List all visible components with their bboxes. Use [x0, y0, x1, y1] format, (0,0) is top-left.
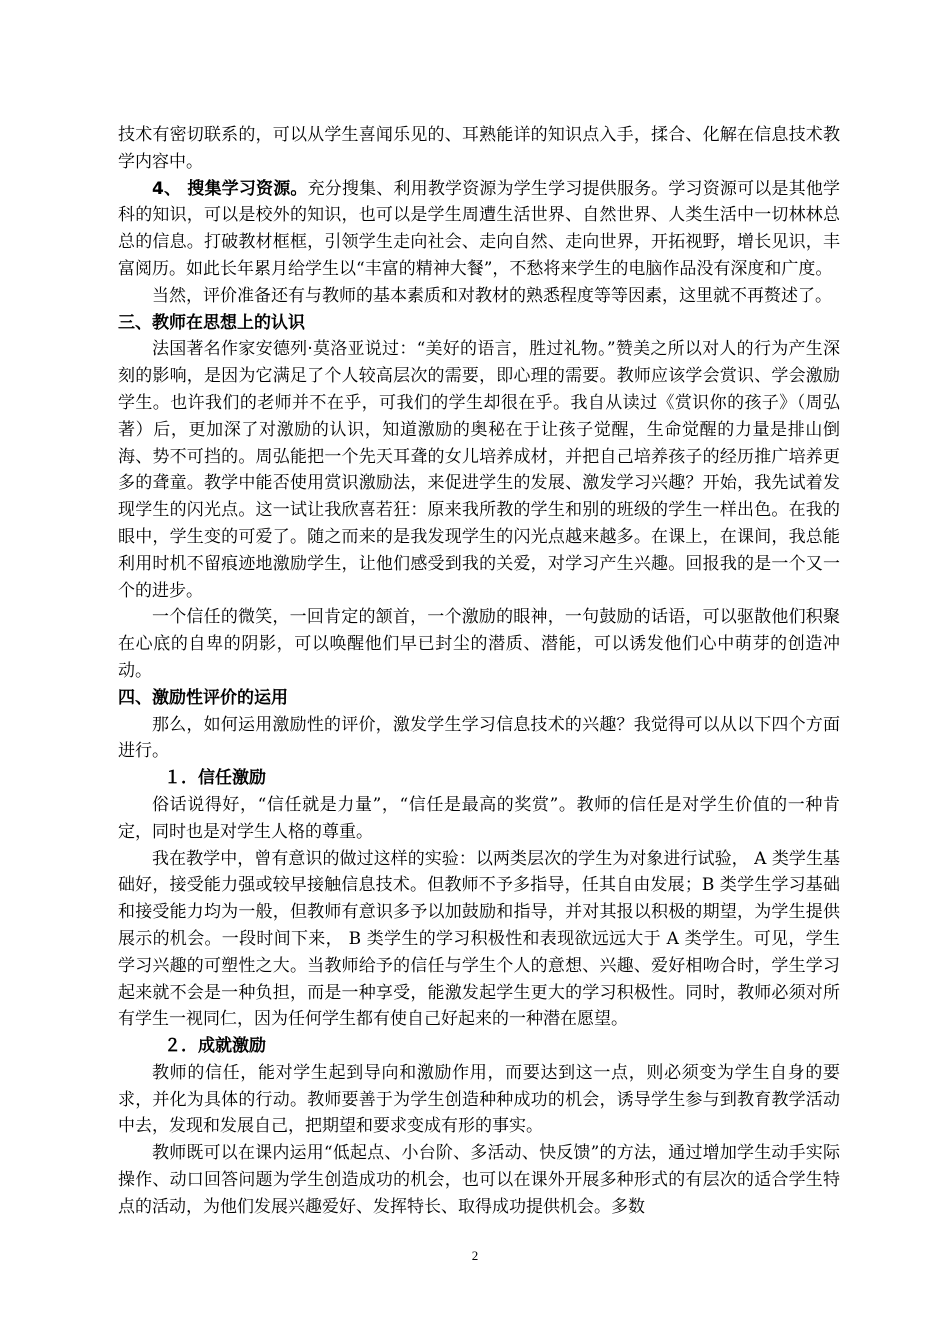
paragraph: 教师的信任，能对学生起到导向和激励作用，而要达到这一点，则必须变为学生自身的要求，并化为具体的行动。教师要善于为学生创造种种成功的机会，诱导学生参与到教育教学活动中去，发现和发展自己，把期望和要求变成有形的事实。: [118, 1062, 840, 1137]
paragraph: 教师既可以在课内运用“低起点、小台阶、多活动、快反馈”的方法，通过增加学生动手实际操作、动口回答问题为学生创造成功的机会，也可以在课外开展多种形式的有层次的适合学生特点的活动，为他们发展兴趣爱好、发挥特长、取得成功提供机会。多数: [118, 1143, 840, 1217]
paragraph: [118, 176, 840, 283]
paragraph: 俗话说得好，“信任就是力量”，“信任是最高的奖赏”。教师的信任是对学生价值的一种肯定，同时也是对学生人格的尊重。: [118, 794, 840, 842]
section-heading: 三、教师在思想上的认识: [118, 312, 305, 333]
paragraph: 当然，评价准备还有与教师的基本素质和对教材的熟悉程度等等因素，这里就不再赘述了。: [152, 285, 832, 306]
paragraph: 技术有密切联系的，可以从学生喜闻乐见的、耳熟能详的知识点入手，揉合、化解在信息技术教学内容中。: [118, 125, 840, 172]
page-number: 2: [471, 1248, 479, 1263]
paragraph-text: 充分搜集、利用教学资源为学生学习提供服务。学习资源可以是其他学科的知识，可以是校外的知识，也可以是学生周遭生活世界、自然世界、人类生活中一切林林总总的信息。打破教材框框，引领学生走向社会、走向自然、走向世界，开拓视野，增长见识，丰富阅历。如此长年累月给学生以“丰富的精神大餐”，不愁将来学生的电脑作品没有深度和广度。: [118, 178, 840, 279]
paragraph: 一个信任的微笑，一回肯定的颔首，一个激励的眼神，一句鼓励的话语，可以驱散他们积聚在心底的自卑的阴影，可以唤醒他们早已封尘的潜质、潜能，可以诱发他们心中萌芽的创造冲动。: [118, 607, 840, 681]
page-body: [118, 122, 840, 1221]
paragraph: 我在教学中，曾有意识的做过这样的实验：以两类层次的学生为对象进行试验， A 类学生基础好，接受能力强或较早接触信息技术。但教师不予多指导，任其自由发展；B 类学生学习基础和接受能力均为一般，但教师有意识多予以加鼓励和指导，并对其报以积极的期望，为学生提供展示的机会。一段时间下来， B 类学生的学习积极性和表现欲远远大于 A 类学生。可见，学生学习兴趣的可塑性之大。当教师给予的信任与学生个人的意想、兴趣、爱好相吻合时，学生学习起来就不会是一种负担，而是一种享受，能激发起学生更大的学习积极性。同时，教师必须对所有学生一视同仁，因为任何学生都有使自己好起来的一种潜在愿望。: [118, 848, 840, 1030]
subsection-heading: １．信任激励: [164, 768, 266, 789]
section-heading: 四、激励性评价的运用: [118, 687, 288, 708]
subsection-heading: ２．成就激励: [164, 1036, 266, 1057]
paragraph: 法国著名作家安德列·莫洛亚说过：“美好的语言，胜过礼物。”赞美之所以对人的行为产生深刻的影响，是因为它满足了个人较高层次的需要，即心理的需要。教师应该学会赏识、学会激励学生。也许我们的老师并不在乎，可我们的学生却很在乎。我自从读过《赏识你的孩子》（周弘著）后，更加深了对激励的认识，知道激励的奥秘在于让孩子觉醒，生命觉醒的力量是排山倒海、势不可挡的。周弘能把一个先天耳聋的女儿培养成材，并把自己培养孩子的经历推广培养更多的聋童。教学中能否使用赏识激励法，来促进学生的发展、激发学习兴趣？开始，我先试着发现学生的闪光点。这一试让我欣喜若狂：原来我所教的学生和别的班级的学生一样出色。在我的眼中，学生变的可爱了。随之而来的是我发现学生的闪光点越来越多。在课上，在课间，我总能利用时机不留痕迹地激励学生，让他们感受到我的关爱，对学习产生兴趣。回报我的是一个又一个的进步。: [118, 339, 840, 601]
paragraph: 那么，如何运用激励性的评价，激发学生学习信息技术的兴趣？我觉得可以从以下四个方面进行。: [118, 714, 840, 762]
paragraph-lead: 4、 搜集学习资源。: [152, 178, 308, 199]
